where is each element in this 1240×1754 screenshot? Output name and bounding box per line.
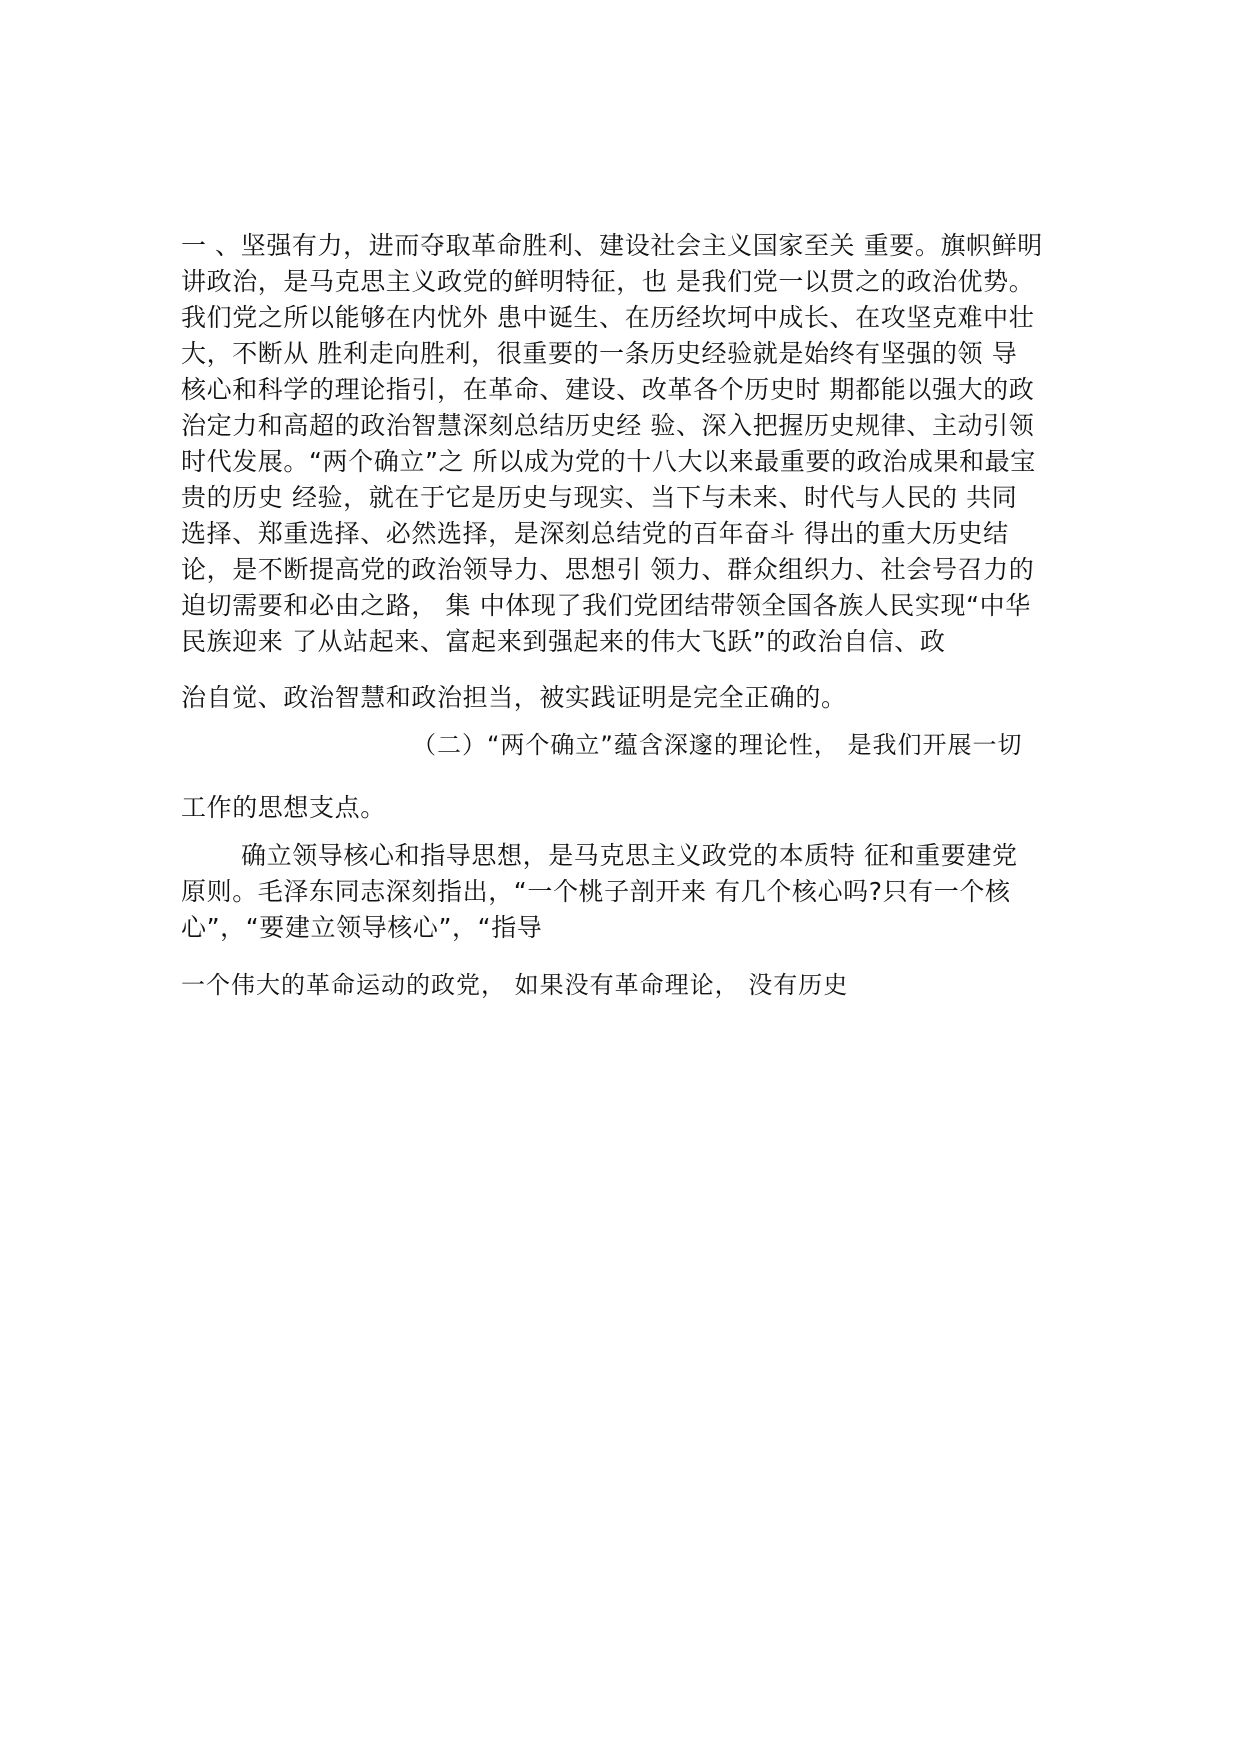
paragraph-line: 选择、郑重选择、必然选择，是深刻总结党的百年奋斗 得出的重大历史结 (181, 519, 1009, 548)
section-subheading: （二）“两个确立”蕴含深邃的理论性， 是我们开展一切 (412, 731, 1023, 759)
paragraph-line: 时代发展。“两个确立”之 所以成为党的十八大以来最重要的政治成果和最宝 (181, 447, 1036, 476)
paragraph-line: 一 、坚强有力，进而夺取革命胜利、建设社会主义国家至关 重要。旗帜鲜明 (181, 231, 1043, 260)
paragraph-line: 论，是不断提高党的政治领导力、思想引 领力、群众组织力、社会号召力的 (181, 555, 1035, 584)
paragraph-line: 心”，“要建立领导核心”，“指导 (181, 913, 543, 942)
paragraph-line: 核心和科学的理论指引，在革命、建设、改革各个历史时 期都能以强大的政 (181, 375, 1035, 404)
paragraph-line: 民族迎来 了从站起来、富起来到强起来的伟大飞跃”的政治自信、政 (181, 627, 946, 656)
paragraph-line: 讲政治，是马克思主义政党的鲜明特征，也 是我们党一以贯之的政治优势。 (181, 267, 1035, 296)
paragraph-line: 治自觉、政治智慧和政治担当，被实践证明是完全正确的。 (181, 683, 847, 712)
paragraph-line: 治定力和高超的政治智慧深刻总结历史经 验、深入把握历史规律、主动引领 (181, 411, 1035, 440)
paragraph-line: 迫切需要和必由之路， 集 中体现了我们党团结带领全国各族人民实现“中华 (181, 591, 1031, 620)
paragraph-line: 一个伟大的革命运动的政党， 如果没有革命理论， 没有历史 (181, 971, 849, 999)
paragraph-line: 贵的历史 经验，就在于它是历史与现实、当下与未来、时代与人民的 共同 (181, 483, 1018, 512)
paragraph-line: 大，不断从 胜利走向胜利，很重要的一条历史经验就是始终有坚强的领 导 (181, 339, 1018, 368)
paragraph-line: 我们党之所以能够在内忧外 患中诞生、在历经坎坷中成长、在攻坚克难中壮 (181, 303, 1035, 332)
paragraph-line: 确立领导核心和指导思想，是马克思主义政党的本质特 征和重要建党 (241, 841, 1018, 870)
paragraph-line: 原则。毛泽东同志深刻指出，“一个桃子剖开来 有几个核心吗?只有一个核 (181, 877, 1011, 906)
section-subheading-continued: 工作的思想支点。 (181, 793, 386, 822)
